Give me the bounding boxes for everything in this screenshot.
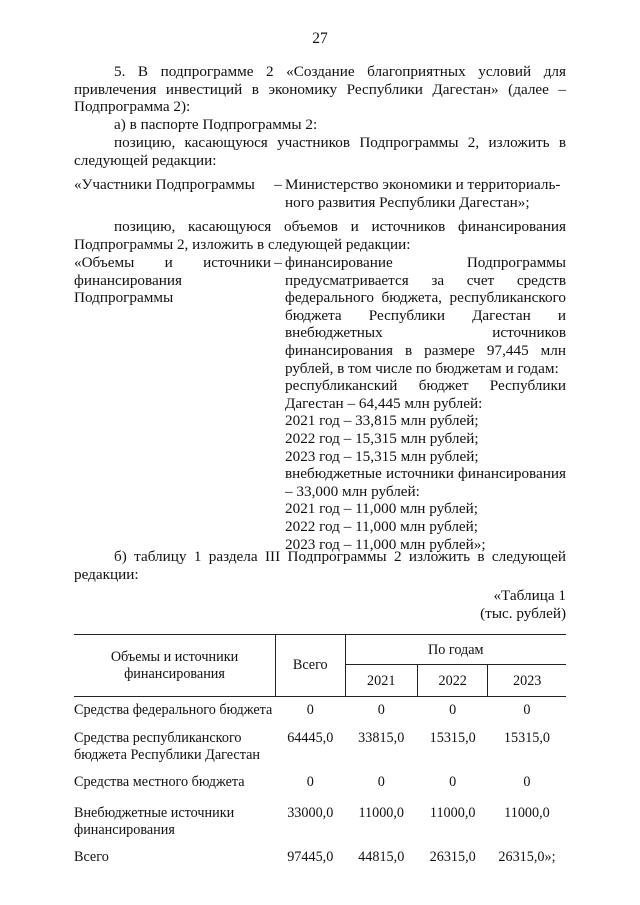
row-label: Средства республиканского бюджета Республики Дагестан bbox=[74, 730, 260, 763]
table-header-row bbox=[74, 635, 566, 665]
participants-value-line: ного развития Республики Дагестан»; bbox=[285, 193, 530, 211]
row-year-value: 11000,0 bbox=[358, 805, 405, 821]
row-total: 0 bbox=[306, 702, 314, 718]
participants-value bbox=[285, 176, 566, 211]
table-row bbox=[74, 697, 566, 725]
row-year-value: 44815,0 bbox=[358, 849, 405, 865]
row-year-value: 26315,0 bbox=[429, 849, 476, 865]
sub-item-b: б) таблицу 1 раздела III Подпрограммы 2 изложить в следующей редакции: bbox=[74, 548, 566, 583]
table-row bbox=[74, 843, 566, 866]
row-year-value: 11000,0 bbox=[429, 805, 476, 821]
header-by-years: По годам bbox=[345, 635, 566, 665]
row-year-value: 33815,0 bbox=[358, 730, 405, 746]
participants-label: «Участники Подпрограммы bbox=[74, 176, 255, 193]
item-5-paragraph: 5. В подпрограмме 2 «Создание благоприятных условий для привлечения инвестиций в экономику Республики Дагестан» (далее – Подпрограмма 2): bbox=[74, 63, 566, 116]
republican-budget-line: республиканский бюджет Республики Дагестан – 64,445 млн рублей: bbox=[285, 377, 566, 412]
row-total: 33000,0 bbox=[287, 805, 334, 821]
republican-year-line: 2021 год – 33,815 млн рублей; bbox=[285, 412, 479, 430]
participants-position-paragraph: позицию, касающуюся участников Подпрограммы 2, изложить в следующей редакции: bbox=[74, 134, 566, 169]
participants-dash: – bbox=[274, 176, 282, 193]
financing-label: «Объемы и источники финансирования Подпрограммы bbox=[74, 254, 271, 307]
row-label: Средства федерального бюджета bbox=[74, 702, 273, 718]
table-caption-title: «Таблица 1 bbox=[493, 587, 566, 604]
header-sources: Объемы и источники финансирования bbox=[74, 635, 276, 697]
republican-year-line: 2023 год – 15,315 млн рублей; bbox=[285, 447, 479, 465]
row-year-value: 15315,0 bbox=[503, 730, 551, 746]
table-caption bbox=[480, 587, 566, 622]
republican-year-line: 2022 год – 15,315 млн рублей; bbox=[285, 429, 479, 447]
financing-dash: – bbox=[274, 254, 282, 271]
row-total: 0 bbox=[306, 774, 314, 790]
table-caption-units: (тыс. рублей) bbox=[480, 604, 566, 622]
row-label: Средства местного бюджета bbox=[74, 774, 245, 790]
sub-item-a: а) в паспорте Подпрограммы 2: bbox=[114, 116, 318, 133]
financing-position-paragraph: позицию, касающуюся объемов и источников финансирования Подпрограммы 2, изложить в следующей редакции: bbox=[74, 218, 566, 253]
financing-value bbox=[285, 254, 566, 553]
extra-year-line: 2023 год – 11,000 млн рублей»; bbox=[285, 535, 486, 553]
table-row bbox=[74, 799, 566, 843]
row-year-value: 0 bbox=[523, 702, 531, 718]
financing-row bbox=[74, 254, 566, 553]
row-total: 64445,0 bbox=[287, 730, 334, 746]
row-year-value: 0 bbox=[449, 774, 457, 790]
page-number: 27 bbox=[312, 30, 328, 47]
extra-year-line: 2022 год – 11,000 млн рублей; bbox=[285, 517, 479, 535]
header-year: 2021 bbox=[345, 664, 417, 697]
header-year: 2022 bbox=[417, 664, 487, 697]
participants-value-line: Министерство экономики и территориаль- bbox=[285, 176, 561, 193]
header-total: Всего bbox=[276, 635, 346, 697]
financing-description: финансирование Подпрограммы предусматривается за счет средств федерального бюджета, республиканского бюджета Республики Дагестан и внебюджетных источников финансирования в размере 97,445 млн рублей, в том числе по бюджетам и годам: bbox=[285, 254, 566, 377]
row-year-value: 11000,0 bbox=[504, 805, 550, 821]
row-year-value: 0 bbox=[377, 774, 385, 790]
row-total: 97445,0 bbox=[287, 849, 334, 865]
row-year-value: 26315,0»; bbox=[498, 849, 556, 865]
row-label: Всего bbox=[74, 849, 109, 865]
row-label: Внебюджетные источники финансирования bbox=[74, 805, 235, 838]
table-row bbox=[74, 724, 566, 768]
financing-table bbox=[74, 634, 566, 866]
extra-budget-line: внебюджетные источники финансирования – 33,000 млн рублей: bbox=[285, 465, 566, 500]
row-year-value: 0 bbox=[377, 702, 385, 718]
extra-year-line: 2021 год – 11,000 млн рублей; bbox=[285, 500, 479, 518]
header-year: 2023 bbox=[488, 664, 566, 697]
row-year-value: 0 bbox=[449, 702, 457, 718]
table-row bbox=[74, 768, 566, 799]
row-year-value: 0 bbox=[523, 774, 531, 790]
participants-row bbox=[74, 176, 566, 211]
row-year-value: 15315,0 bbox=[429, 730, 476, 746]
